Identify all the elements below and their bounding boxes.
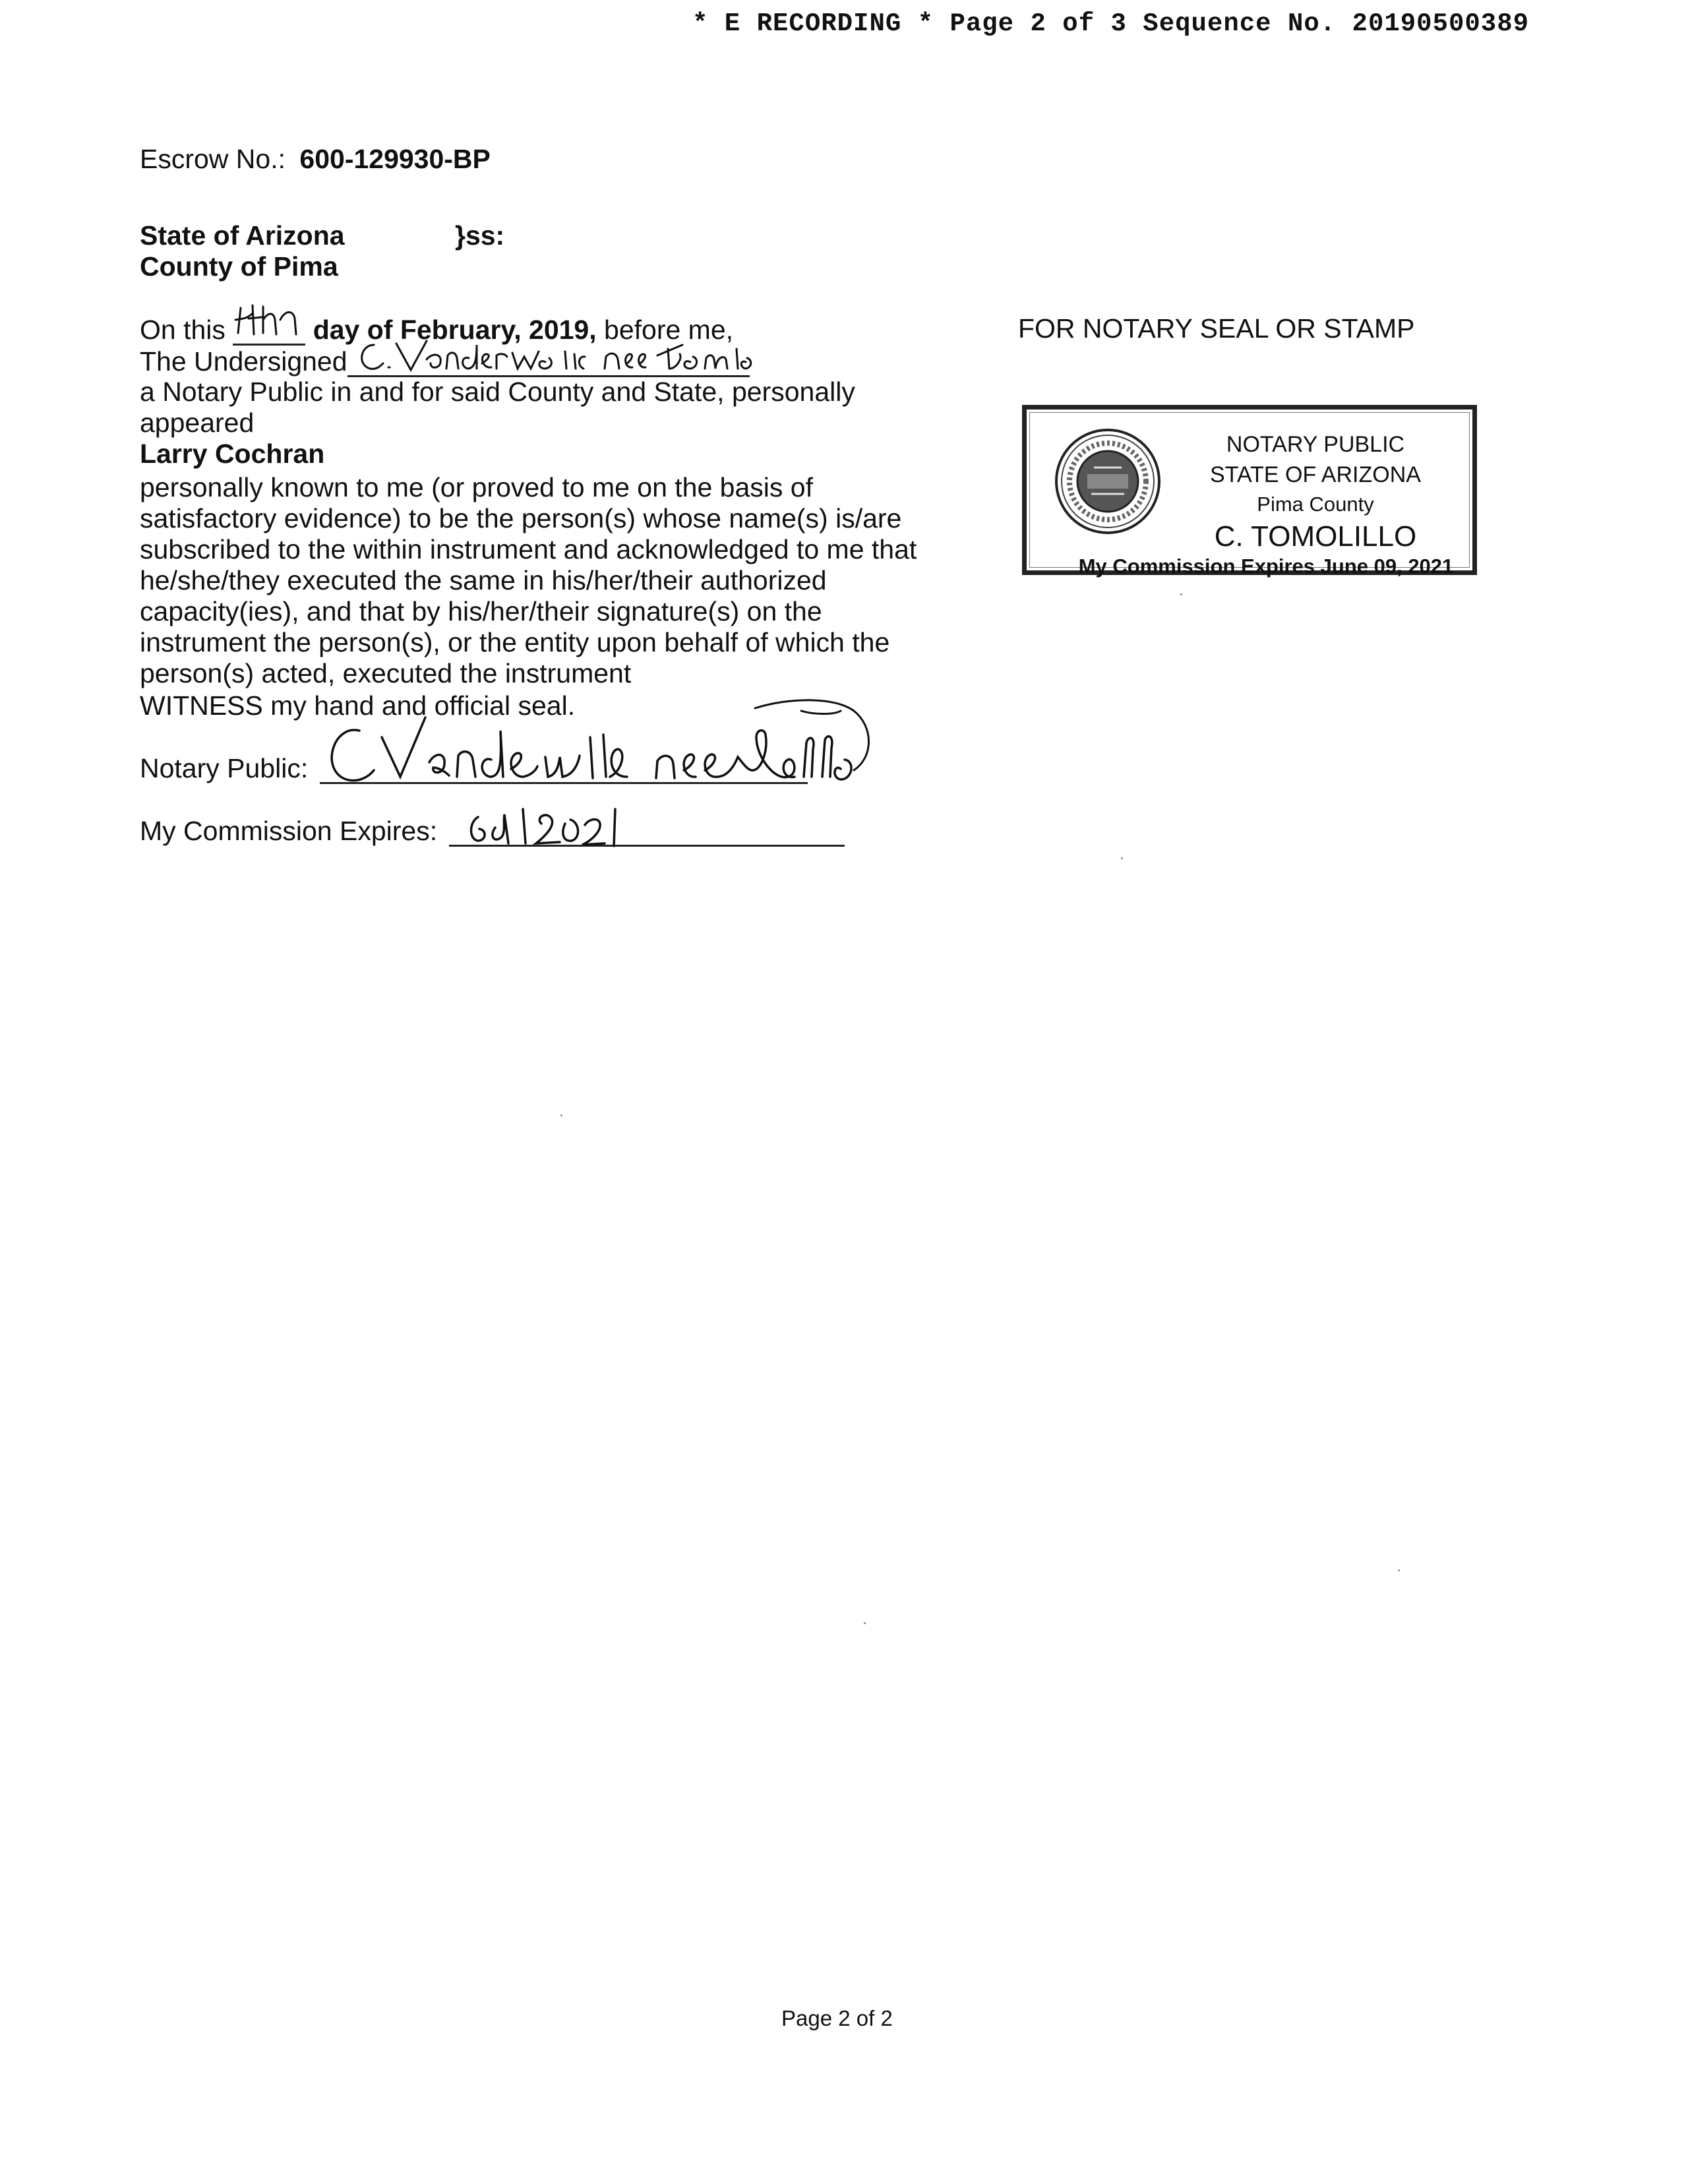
scan-speck [864, 1622, 866, 1624]
scan-speck [1180, 593, 1182, 595]
body-line: instrument the person(s), or the entity upon behalf of which the [140, 627, 890, 657]
undersigned-label: The Undersigned [140, 346, 347, 377]
day-field [233, 313, 305, 346]
seal-area-label: FOR NOTARY SEAL OR STAMP [1018, 313, 1415, 344]
scan-speck [560, 1114, 562, 1116]
body-line: personally known to me (or proved to me on the basis of [140, 472, 813, 502]
venue-ss: }ss: [455, 220, 505, 251]
undersigned-name-field [347, 345, 750, 377]
escrow-number: 600-129930-BP [299, 144, 491, 174]
recording-header: * E RECORDING * Page 2 of 3 Sequence No. 20190500389 [692, 9, 1529, 38]
body-line: person(s) acted, executed the instrument [140, 658, 632, 688]
notary-clause: a Notary Public in and for said County and State, personally [140, 377, 855, 407]
before-me-label: before me, [604, 315, 734, 345]
stamp-line-state: STATE OF ARIZONA [1210, 462, 1421, 487]
body-line: he/she/they executed the same in his/her/their authorized [140, 565, 827, 595]
notary-public-label: Notary Public: [140, 753, 309, 783]
body-line: subscribed to the within instrument and acknowledged to me that [140, 534, 917, 564]
handwritten-day [233, 300, 305, 341]
notary-stamp [1022, 405, 1477, 578]
appearing-person: Larry Cochran [140, 439, 325, 469]
stamp-line-county: Pima County [1257, 493, 1374, 516]
undersigned-line [140, 345, 750, 377]
venue-county: County of Pima [140, 251, 338, 282]
undersigned-handwritten-name [347, 325, 769, 378]
page-footer: Page 2 of 2 [781, 2006, 893, 2030]
stamp-line-expiry: My Commission Expires June 09, 2021 [1078, 555, 1454, 578]
escrow-label: Escrow No.: [140, 144, 286, 174]
date-text: day of February, 2019, [313, 315, 597, 345]
commission-label: My Commission Expires: [140, 816, 438, 846]
acknowledgment-body [140, 472, 971, 689]
on-this-label: On this [140, 315, 226, 345]
appeared-text: appeared [140, 408, 255, 438]
commission-expires-line [140, 813, 845, 847]
body-line: capacity(ies), and that by his/her/their signature(s) on the [140, 596, 822, 626]
state-seal-icon [1054, 428, 1161, 535]
notary-signature-field [320, 750, 808, 784]
notary-public-line [140, 750, 808, 784]
venue-state: State of Arizona [140, 220, 345, 251]
scan-speck [1398, 1569, 1400, 1571]
commission-date-field [449, 813, 845, 847]
commission-handwritten-date [462, 791, 673, 850]
body-line: satisfactory evidence) to be the person(s) whose name(s) is/are [140, 503, 902, 533]
scan-speck [1121, 857, 1123, 859]
stamp-line-notary: NOTARY PUBLIC [1226, 432, 1405, 457]
witness-text: WITNESS my hand and official seal. [140, 690, 576, 721]
escrow-line [140, 144, 491, 175]
stamp-line-name: C. TOMOLILLO [1214, 520, 1417, 553]
notary-signature [313, 671, 959, 803]
